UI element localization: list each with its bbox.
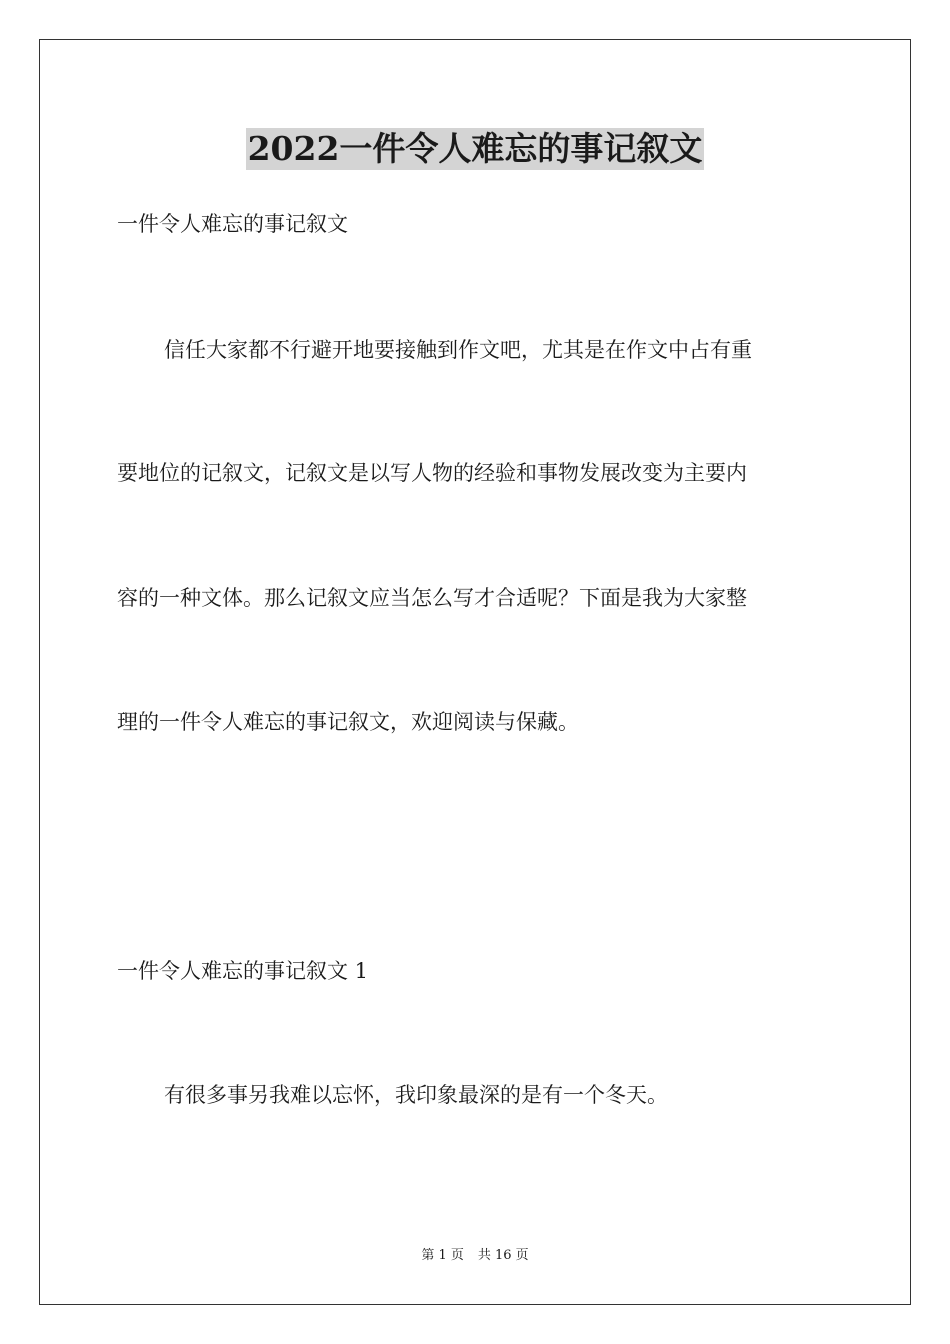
intro-line-4: 理的一件令人难忘的事记叙文，欢迎阅读与保藏。: [117, 710, 579, 734]
section-heading: 一件令人难忘的事记叙文 1: [117, 959, 369, 983]
intro-line-2: 要地位的记叙文，记叙文是以写人物的经验和事物发展改变为主要内: [117, 461, 747, 485]
document-subtitle: 一件令人难忘的事记叙文: [117, 212, 348, 236]
page-total: 共 16 页: [477, 1248, 529, 1263]
document-title: 2022一件令人难忘的事记叙文: [247, 129, 703, 168]
title-wrapper: [0, 128, 950, 170]
intro-line-1: 信任大家都不行避开地要接触到作文吧，尤其是在作文中占有重: [164, 338, 752, 362]
intro-line-3: 容的一种文体。那么记叙文应当怎么写才合适呢？下面是我为大家整: [117, 586, 747, 610]
section-paragraph-line: 有很多事另我难以忘怀，我印象最深的是有一个冬天。: [164, 1083, 668, 1107]
page-number: 第 1 页: [421, 1248, 464, 1263]
page-footer: [0, 1247, 950, 1265]
